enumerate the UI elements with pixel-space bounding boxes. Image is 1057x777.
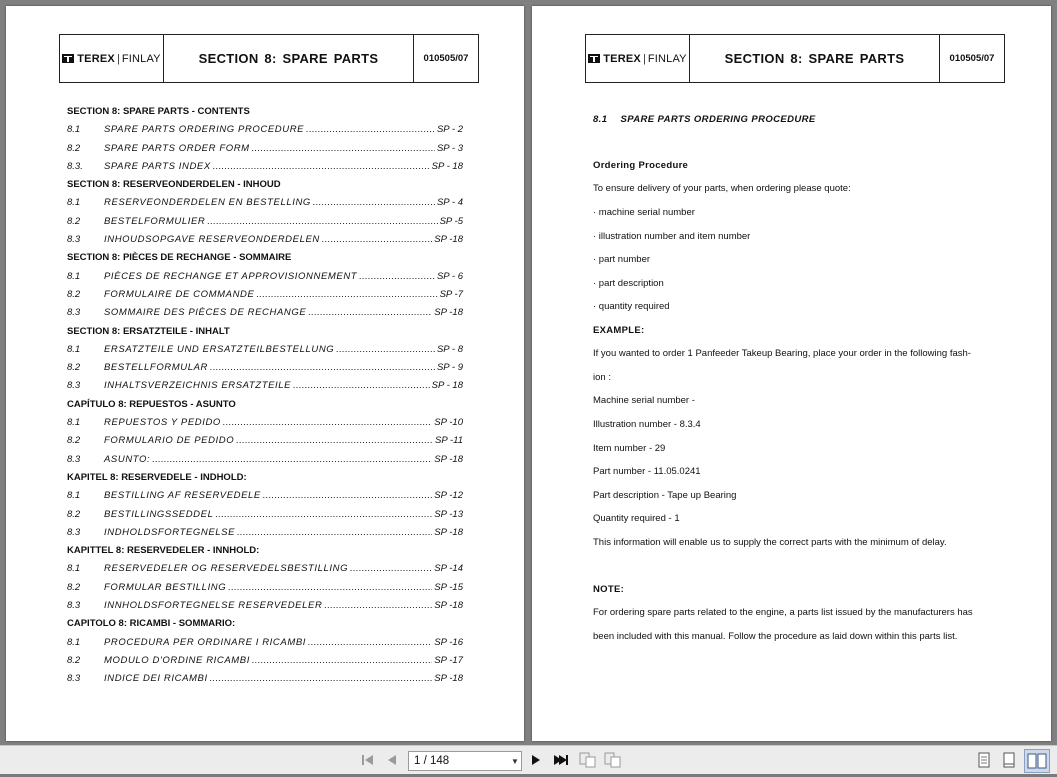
toc-leader-dots	[256, 286, 437, 304]
toc-entry[interactable]	[67, 634, 463, 652]
toc-entry-number: 8.2	[67, 288, 81, 300]
toc-leader-dots	[210, 670, 433, 688]
toc-entry-number: 8.1	[67, 270, 81, 282]
two-page-view-button[interactable]	[1024, 749, 1050, 773]
toc-leader-dots	[213, 158, 430, 176]
continuous-view-icon[interactable]	[1000, 746, 1018, 774]
toc-entry-title: PIÈCES DE RECHANGE ET APPROVISIONNEMENT	[104, 270, 358, 282]
table-of-contents	[67, 103, 463, 689]
toc-entry[interactable]	[67, 506, 463, 524]
toc-entry[interactable]	[67, 432, 463, 450]
toc-entry-page: SP -18	[434, 600, 463, 612]
toc-entry-number: 8.3	[67, 307, 81, 319]
toc-entry-number: 8.2	[67, 581, 81, 593]
toc-entry[interactable]	[67, 286, 463, 304]
example-heading: EXAMPLE:	[593, 325, 645, 336]
toc-entry[interactable]	[67, 652, 463, 670]
toc-entry-page: SP -16	[434, 636, 463, 648]
toc-leader-dots	[350, 560, 432, 578]
toc-entry-number: 8.3	[67, 673, 81, 685]
bullet-item: · quantity required	[593, 301, 670, 312]
toc-entry-page: SP - 9	[436, 362, 463, 374]
toc-entry-page: SP -12	[434, 490, 463, 502]
toc-entry-number: 8.3	[67, 600, 81, 612]
single-page-view-icon[interactable]	[976, 746, 992, 774]
toc-entry-page: SP - 6	[436, 270, 463, 282]
rotate-icon[interactable]	[578, 746, 598, 774]
toc-entry-number: 8.3	[67, 234, 81, 246]
toc-entry-number: 8.1	[67, 197, 81, 209]
terex-finlay-logo: TEREX | FINLAY	[586, 35, 690, 82]
toc-leader-dots	[228, 579, 432, 597]
document-code: 010505/07	[413, 35, 478, 82]
toc-leader-dots	[308, 304, 432, 322]
example-field: Part number - 11.05.0241	[593, 466, 701, 477]
toc-entry-number: 8.2	[67, 362, 81, 374]
note-heading: NOTE:	[593, 584, 625, 595]
chevron-down-icon: ▼	[511, 756, 519, 766]
toc-entry-title: MODULO D'ORDINE RICAMBI	[104, 654, 250, 666]
toc-entry-number: 8.2	[67, 215, 81, 227]
page-header	[585, 34, 1005, 83]
toc-leader-dots	[306, 121, 435, 139]
page-header	[59, 34, 479, 83]
toc-entry-title: SOMMAIRE DES PIÈCES DE RECHANGE	[104, 307, 307, 319]
toc-leader-dots	[223, 414, 432, 432]
toc-entry[interactable]	[67, 194, 463, 212]
toc-leader-dots	[236, 432, 433, 450]
info-text: This information will enable us to supply the correct parts with the minimum of delay.	[593, 537, 947, 548]
toc-entry[interactable]	[67, 359, 463, 377]
header-title: SECTION 8: SPARE PARTS	[724, 51, 905, 66]
toc-entry-title: FORMULAIRE DE COMMANDE	[104, 288, 255, 300]
toc-entry[interactable]	[67, 414, 463, 432]
toc-entry-number: 8.3	[67, 453, 81, 465]
example-field: Item number - 29	[593, 443, 666, 454]
toc-leader-dots	[252, 652, 432, 670]
toc-leader-dots	[215, 506, 432, 524]
toc-entry[interactable]	[67, 231, 463, 249]
toc-entry-page: SP -10	[434, 417, 463, 429]
toc-entry-number: 8.1	[67, 343, 81, 355]
toc-entry-title: BESTILLINGSSEDDEL	[104, 508, 214, 520]
toc-entry-page: SP -14	[434, 563, 463, 575]
toc-entry-page: SP -7	[439, 288, 463, 300]
toc-entry-number: 8.3	[67, 526, 81, 538]
toc-entry-page: SP -18	[434, 526, 463, 538]
toc-entry[interactable]	[67, 121, 463, 139]
fit-page-icon[interactable]	[603, 746, 623, 774]
toc-section-title: SECTION 8: ERSATZTEILE - INHALT	[67, 325, 230, 337]
example-field: Illustration number - 8.3.4	[593, 419, 701, 430]
document-code: 010505/07	[939, 35, 1004, 82]
toc-entry-title: INHOUDSOPGAVE RESERVEONDERDELEN	[104, 234, 320, 246]
toc-entry-title: INNHOLDSFORTEGNELSE RESERVEDELER	[104, 600, 323, 612]
toc-entry[interactable]	[67, 670, 463, 688]
toc-entry-title: INDICE DEI RICAMBI	[104, 673, 208, 685]
toc-entry-number: 8.2	[67, 508, 81, 520]
toc-entry[interactable]	[67, 158, 463, 176]
toc-entry-title: REPUESTOS Y PEDIDO	[104, 417, 221, 429]
note-text: been included with this manual. Follow the procedure as laid down within this parts list.	[593, 631, 958, 642]
toc-entry-title: FORMULAR BESTILLING	[104, 581, 227, 593]
toc-entry[interactable]	[67, 377, 463, 395]
bullet-item: · part description	[593, 278, 664, 289]
toc-entry-title: BESTELLFORMULAR	[104, 362, 209, 374]
toc-entry-page: SP -15	[434, 581, 463, 593]
last-page-icon[interactable]	[552, 746, 570, 774]
toc-section-title: CAPÍTULO 8: REPUESTOS - ASUNTO	[67, 398, 236, 410]
example-field: Quantity required - 1	[593, 513, 680, 524]
toc-entry-number: 8.1	[67, 417, 81, 429]
toc-entry-title: INDHOLDSFORTEGNELSE	[104, 526, 236, 538]
toc-entry-page: SP - 2	[436, 124, 463, 136]
toc-leader-dots	[252, 140, 435, 158]
ordering-heading: Ordering Procedure	[593, 160, 689, 171]
toc-entry[interactable]	[67, 579, 463, 597]
toc-leader-dots	[313, 194, 435, 212]
toc-entry-page: SP -18	[434, 453, 463, 465]
toc-entry[interactable]	[67, 560, 463, 578]
toc-section-title: SECTION 8: SPARE PARTS - CONTENTS	[67, 106, 250, 117]
toc-entry-title: ASUNTO:	[104, 453, 151, 465]
bullet-item: · machine serial number	[593, 207, 695, 218]
toc-entry-number: 8.2	[67, 654, 81, 666]
page-number-select[interactable]: 1 / 148 ▼	[408, 751, 522, 771]
note-text: For ordering spare parts related to the engine, a parts list issued by the manufacturers has	[593, 607, 973, 618]
toc-entry[interactable]	[67, 341, 463, 359]
toc-entry-page: SP -18	[434, 307, 463, 319]
toc-entry[interactable]	[67, 524, 463, 542]
toc-entry-title: FORMULARIO DE PEDIDO	[104, 435, 235, 447]
example-text: ion :	[593, 372, 611, 383]
previous-page-icon[interactable]	[385, 746, 399, 774]
two-page-view-icon	[1025, 750, 1049, 772]
toc-section-title: SECTION 8: PIÈCES DE RECHANGE - SOMMAIRE	[67, 252, 292, 264]
toc-entry[interactable]	[67, 304, 463, 322]
toc-entry-page: SP - 18	[431, 160, 463, 172]
toc-entry-title: INHALTSVERZEICHNIS ERSATZTEILE	[104, 380, 292, 392]
example-field: Part description - Tape up Bearing	[593, 490, 737, 501]
terex-logo-icon	[62, 54, 74, 63]
viewer-toolbar	[0, 745, 1057, 774]
toc-entry-number: 8.2	[67, 142, 81, 154]
toc-entry-page: SP -5	[439, 215, 463, 227]
toc-section-title: KAPITEL 8: RESERVEDELE - INDHOLD:	[67, 471, 247, 483]
toc-leader-dots	[308, 634, 432, 652]
next-page-icon[interactable]	[529, 746, 543, 774]
section-heading: 8.1 SPARE PARTS ORDERING PROCEDURE	[593, 114, 816, 125]
toc-entry-number: 8.3	[67, 380, 81, 392]
toc-entry-title: RESERVEONDERDELEN EN BESTELLING	[104, 197, 311, 209]
toc-entry-title: PROCEDURA PER ORDINARE I RICAMBI	[104, 636, 307, 648]
toc-leader-dots	[210, 359, 435, 377]
toc-entry-title: BESTELFORMULIER	[104, 215, 206, 227]
toc-entry-page: SP -18	[434, 234, 463, 246]
toc-entry-page: SP - 18	[431, 380, 463, 392]
toc-entry-title: RESERVEDELER OG RESERVEDELSBESTILLING	[104, 563, 349, 575]
toc-entry-title: SPARE PARTS ORDERING PROCEDURE	[104, 124, 305, 136]
toc-leader-dots	[263, 487, 432, 505]
toc-entry-number: 8.1	[67, 124, 81, 136]
toc-entry[interactable]	[67, 213, 463, 231]
toc-entry-page: SP -18	[434, 673, 463, 685]
page-right	[532, 6, 1051, 741]
bullet-item: · illustration number and item number	[593, 231, 751, 242]
intro-text: To ensure delivery of your parts, when ordering please quote:	[593, 183, 851, 194]
header-title: SECTION 8: SPARE PARTS	[198, 51, 379, 66]
toc-section-title: KAPITTEL 8: RESERVEDELER - INNHOLD:	[67, 545, 260, 557]
bullet-item: · part number	[593, 254, 651, 265]
toc-entry-page: SP - 4	[436, 197, 463, 209]
toc-entry-page: SP -11	[435, 435, 463, 447]
example-field: Machine serial number -	[593, 395, 695, 406]
example-text: If you wanted to order 1 Panfeeder Takeup Bearing, place your order in the following fash-	[593, 348, 971, 359]
toc-entry-title: BESTILLING AF RESERVEDELE	[104, 490, 261, 502]
toc-leader-dots	[293, 377, 430, 395]
toc-entry-title: SPARE PARTS INDEX	[104, 160, 211, 172]
toc-leader-dots	[322, 231, 432, 249]
toc-entry-page: SP - 8	[436, 343, 463, 355]
toc-leader-dots	[324, 597, 432, 615]
toc-leader-dots	[207, 213, 437, 231]
toc-leader-dots	[359, 268, 435, 286]
toc-entry-page: SP -13	[434, 508, 463, 520]
toc-entry[interactable]	[67, 140, 463, 158]
page-left	[6, 6, 524, 741]
toc-entry-number: 8.3.	[67, 160, 83, 172]
toc-entry-title: ERSATZTEILE UND ERSATZTEILBESTELLUNG	[104, 343, 335, 355]
toc-leader-dots	[336, 341, 435, 359]
terex-finlay-logo: TEREX | FINLAY	[60, 35, 164, 82]
toc-leader-dots	[237, 524, 432, 542]
toc-entry-title: SPARE PARTS ORDER FORM	[104, 142, 250, 154]
terex-logo-icon	[588, 54, 600, 63]
toc-entry[interactable]	[67, 487, 463, 505]
toc-entry[interactable]	[67, 597, 463, 615]
toc-entry-number: 8.2	[67, 435, 81, 447]
toc-entry-number: 8.1	[67, 636, 81, 648]
toc-entry[interactable]	[67, 268, 463, 286]
toc-leader-dots	[152, 451, 432, 469]
toc-entry-page: SP -17	[434, 654, 463, 666]
toc-entry-page: SP - 3	[436, 142, 463, 154]
toc-section-title: CAPITOLO 8: RICAMBI - SOMMARIO:	[67, 618, 236, 630]
first-page-icon[interactable]	[360, 746, 376, 774]
toc-entry-number: 8.1	[67, 563, 81, 575]
toc-entry-number: 8.1	[67, 490, 81, 502]
toc-entry[interactable]	[67, 451, 463, 469]
toc-section-title: SECTION 8: RESERVEONDERDELEN - INHOUD	[67, 179, 281, 191]
